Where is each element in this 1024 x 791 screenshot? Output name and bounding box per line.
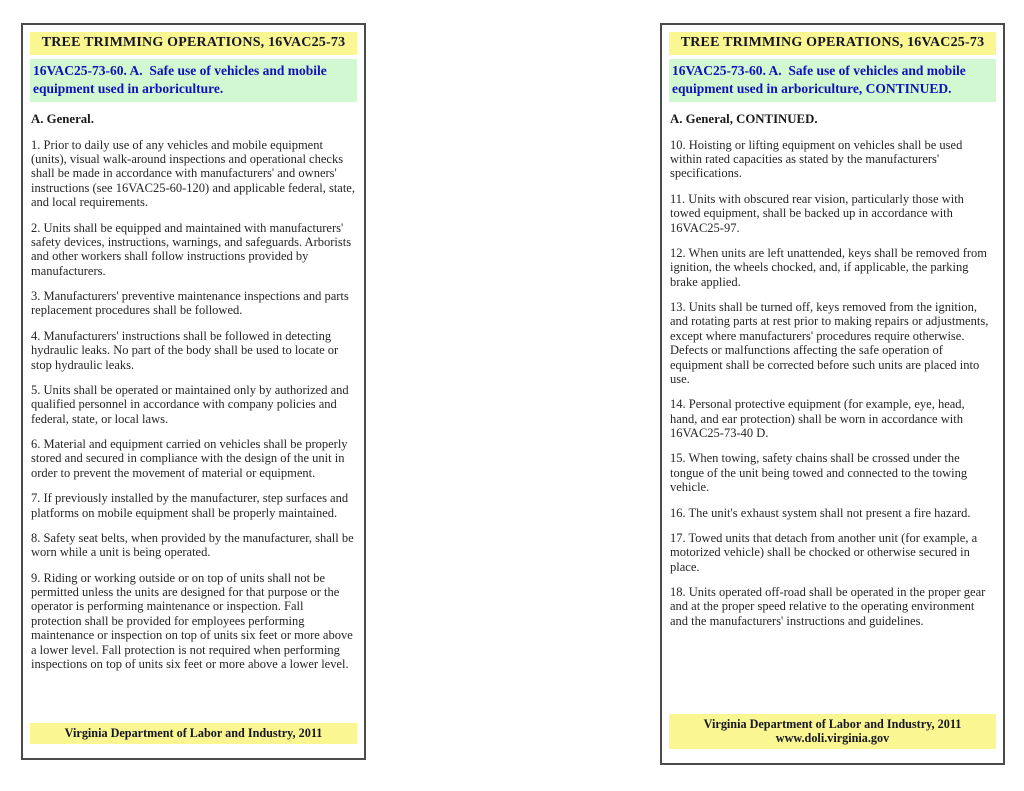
regulation-item-2: 2. Units shall be equipped and maintained with manufacturers' safety devices, instructions, warnings, and safeguards. Arborists and other workers shall follow instructions provided by manufacturers. <box>31 220 352 278</box>
section-heading: A. General. <box>31 111 94 126</box>
regulation-item-7: 7. If previously installed by the manufacturer, step surfaces and platforms on mobile equipment shall be properly maintained. <box>31 491 349 520</box>
regulation-item-15: 15. When towing, safety chains shall be crossed under the tongue of the unit being towed and connected to the towing vehicle. <box>670 451 968 495</box>
page-right-content <box>662 25 1003 763</box>
regulation-item-14: 14. Personal protective equipment (for example, eye, head, hand, and ear protection) shall be worn in accordance with 16VAC25-73-40 D. <box>670 397 965 440</box>
regulation-item-13: 13. Units shall be turned off, keys removed from the ignition, and rotating parts at rest prior to making repairs or adjustments, except where manufacturers' procedures require otherwise. Defects or malfunctions affecting the safe operation of equipment shall be corrected before such units are placed into use. <box>670 300 989 386</box>
page-footer <box>30 723 357 744</box>
regulation-item-17: 17. Towed units that detach from another unit (for example, a motorized vehicle) shall be chocked or otherwise secured in place. <box>670 530 978 574</box>
regulation-item-8: 8. Safety seat belts, when provided by the manufacturer, shall be worn while a unit is being operated. <box>31 530 354 560</box>
footer-website-line: www.doli.virginia.gov <box>775 731 890 746</box>
regulation-item-6: 6. Material and equipment carried on vehicles shall be properly stored and secured in compliance with the design of the unit in order to prevent the movement of material or equipment. <box>31 437 348 480</box>
page-left <box>21 23 366 760</box>
page-left-content <box>23 25 364 758</box>
footer-agency-line: Virginia Department of Labor and Industry, 2011 <box>64 726 323 741</box>
page-title: TREE TRIMMING OPERATIONS, 16VAC25-73 <box>669 32 996 55</box>
section-heading: A. General, CONTINUED. <box>670 111 818 126</box>
regulation-subtitle: 16VAC25-73-60. A. Safe use of vehicles and mobile equipment used in arboriculture, CONTINUED. <box>669 59 996 102</box>
footer-agency-line: Virginia Department of Labor and Industry, 2011 <box>703 716 962 731</box>
regulation-item-1: 1. Prior to daily use of any vehicles and mobile equipment (units), visual walk-around inspections and operational checks shall be made in accordance with manufacturers' and owners' instructions (see 16VAC25-60-120) and applicable federal, state, and local requirements. <box>31 137 355 210</box>
regulation-item-3: 3. Manufacturers' preventive maintenance inspections and parts replacement procedures shall be followed. <box>31 289 349 318</box>
page-right <box>660 23 1005 765</box>
regulation-item-11: 11. Units with obscured rear vision, particularly those with towed equipment, shall be backed up in accordance with 16VAC25-97. <box>670 191 964 235</box>
regulation-subtitle: 16VAC25-73-60. A. Safe use of vehicles and mobile equipment used in arboriculture. <box>30 59 357 102</box>
regulation-item-10: 10. Hoisting or lifting equipment on vehicles shall be used within rated capacities as stated by the manufacturers' specifications. <box>670 137 963 181</box>
page-footer <box>669 714 996 749</box>
regulation-item-4: 4. Manufacturers' instructions shall be followed in detecting hydraulic leaks. No part of the body shall be used to locate or stop hydraulic leaks. <box>31 328 339 372</box>
regulation-item-16: 16. The unit's exhaust system shall not present a fire hazard. <box>670 505 971 520</box>
regulation-item-5: 5. Units shall be operated or maintained only by authorized and qualified personnel in accordance with company policies and federal, state, or local laws. <box>31 382 349 426</box>
regulation-item-12: 12. When units are left unattended, keys shall be removed from ignition, the wheels chocked, and, if applicable, the parking brake applied. <box>670 245 988 289</box>
regulation-item-18: 18. Units operated off-road shall be operated in the proper gear and at the proper speed relative to the operating environment and the manufacturers' instructions and guidelines. <box>670 585 986 628</box>
regulation-item-9: 9. Riding or working outside or on top of units shall not be permitted unless the units are designed for that purpose or the operator is performing maintenance or inspection. Fall protection shall be provided for employees performing maintenance or inspection on top of units six feet or more above a lower level. Fall protection is not required when performing inspections on top of units six feet or more above a lower level. <box>31 570 353 671</box>
page-title: TREE TRIMMING OPERATIONS, 16VAC25-73 <box>30 32 357 55</box>
